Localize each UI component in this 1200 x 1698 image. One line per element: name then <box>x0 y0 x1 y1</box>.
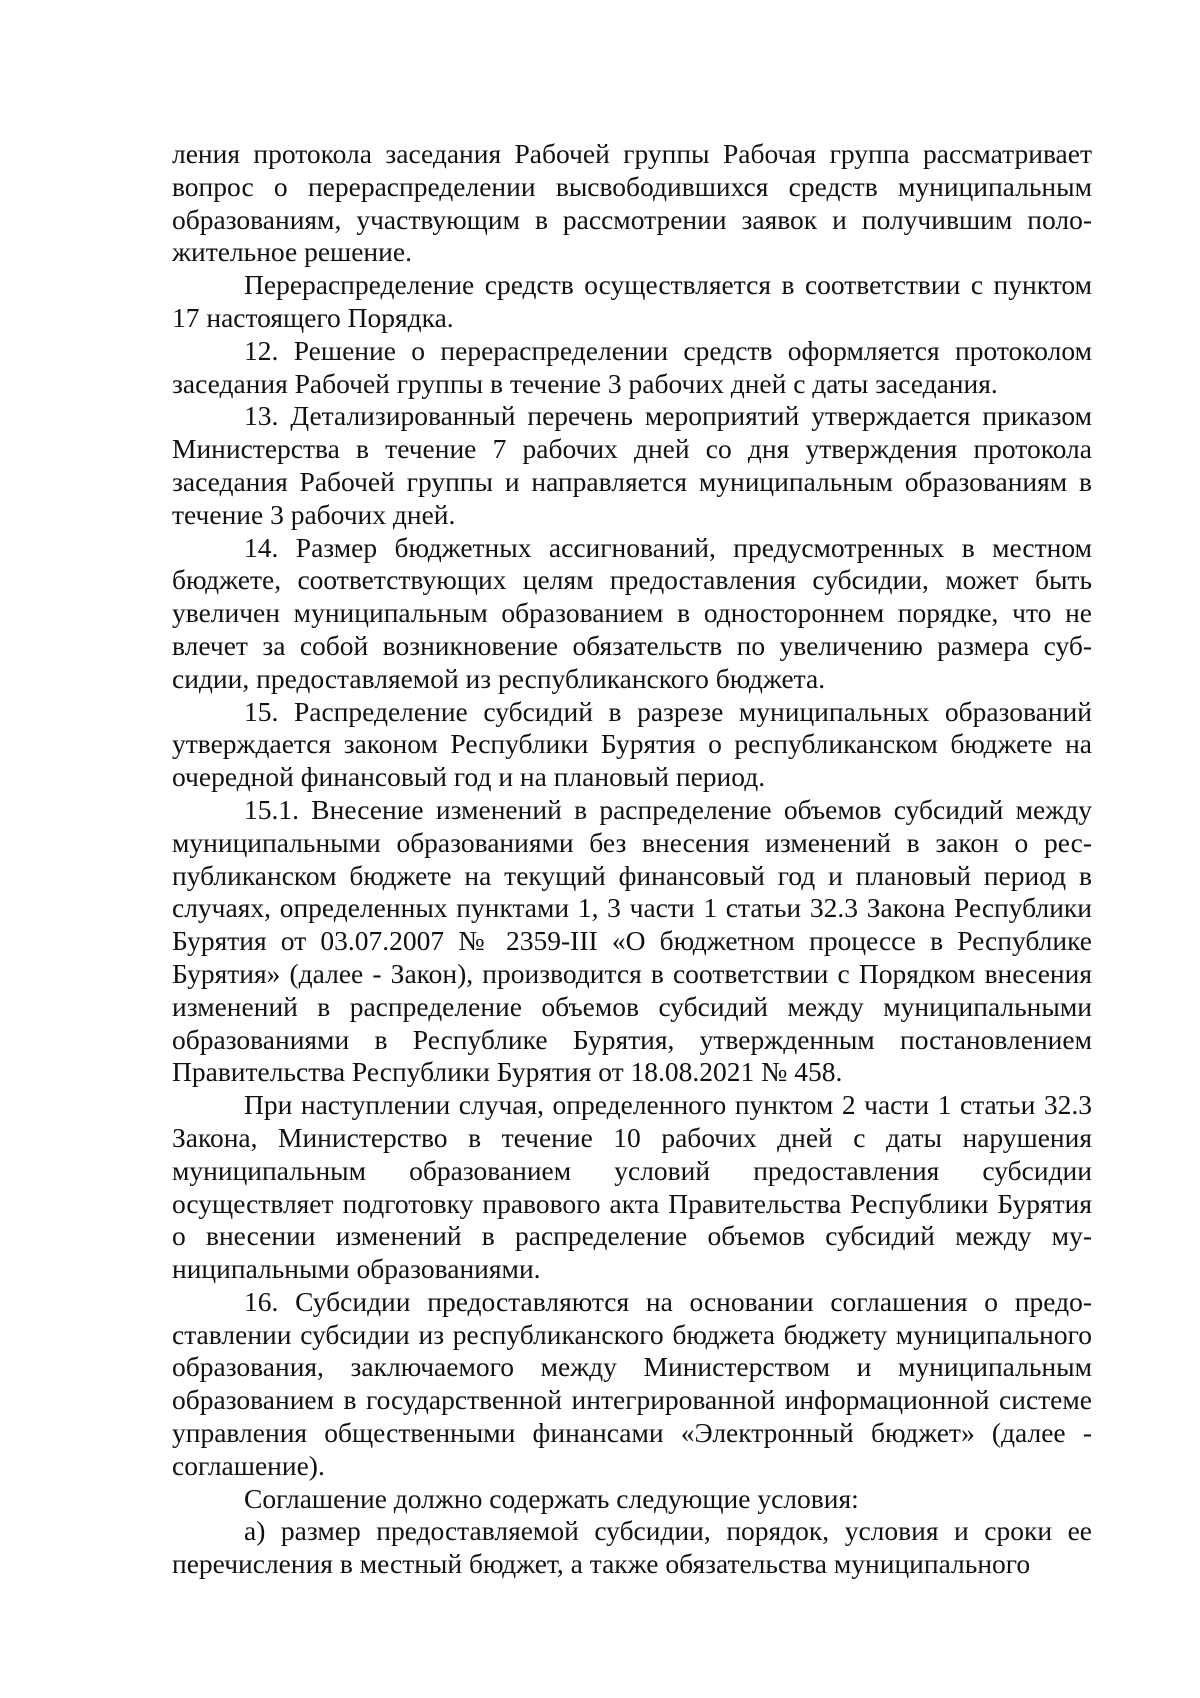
paragraph-3: 12. Решение о перераспределении средств оформляется протоколом заседания Рабочей группы в течение 3 рабочих дней с даты заседания. <box>172 334 1092 399</box>
paragraph-10: Соглашение должно содержать следующие условия: <box>244 1482 859 1514</box>
paragraph-6: 15. Распределение субсидий в разрезе муниципальных образований утверждается законом Республики Бурятия о республиканском бюджете на очередной финансовый год и на плановый период. <box>172 695 1092 793</box>
paragraph-2: Перераспределение средств осуществляется в соответствии с пунктом 17 настоящего Порядка. <box>172 269 1092 333</box>
paragraph-8: При наступлении случая, определенного пунктом 2 части 1 статьи 32.3 Закона, Министерство в течение 10 рабочих дней с даты нарушения муниципальным образованием условий предоставления субсидии осуществляет подготовку правового акта Правительства Республики Бурятия о внесении изменений в распределение объемов субсидий между муниципальными образованиями. <box>172 1089 1092 1285</box>
paragraph-4: 13. Детализированный перечень мероприятий утверждается приказом Министерства в течение 7 рабочих дней со дня утверждения протокола заседания Рабочей группы и направляется муниципальным образованиям в течение 3 рабочих дней. <box>172 400 1092 530</box>
paragraph-1: ления протокола заседания Рабочей группы Рабочая группа рассматривает вопрос о перераспределении высвободившихся средств муниципальным образованиям, участвующим в рассмотрении заявок и получившим положительное решение. <box>172 138 1092 268</box>
document-page <box>172 138 1092 1581</box>
paragraph-9: 16. Субсидии предоставляются на основании соглашения о предоставлении субсидии из республиканского бюджета бюджету муниципального образования, заключаемого между Министерством и муниципальным образованием в государственной интегрированной информационной системе управления общественными финансами «Электронный бюджет» (далее - соглашение). <box>172 1285 1092 1481</box>
paragraph-5: 14. Размер бюджетных ассигнований, предусмотренных в местном бюджете, соответствующих целям предоставления субсидии, может быть увеличен муниципальным образованием в одностороннем порядке, что не влечет за собой возникновение обязательств по увеличению размера субсидии, предоставляемой из республиканского бюджета. <box>172 531 1092 694</box>
paragraph-11: а) размер предоставляемой субсидии, порядок, условия и сроки ее перечисления в местный бюджет, а также обязательства муниципального <box>172 1515 1092 1580</box>
paragraph-7: 15.1. Внесение изменений в распределение объемов субсидий между муниципальными образованиями без внесения изменений в закон о республиканском бюджете на текущий финансовый год и плановый период в случаях, определенных пунктами 1, 3 части 1 статьи 32.3 Закона Республики Бурятия от 03.07.2007 № 2359-III «О бюджетном процессе в Республике Бурятия» (далее - Закон), производится в соответствии с Порядком внесения изменений в распределение объемов субсидий между муниципальными образованиями в Республике Бурятия, утвержденным постановлением Правительства Республики Бурятия от 18.08.2021 № 458. <box>172 793 1092 1088</box>
